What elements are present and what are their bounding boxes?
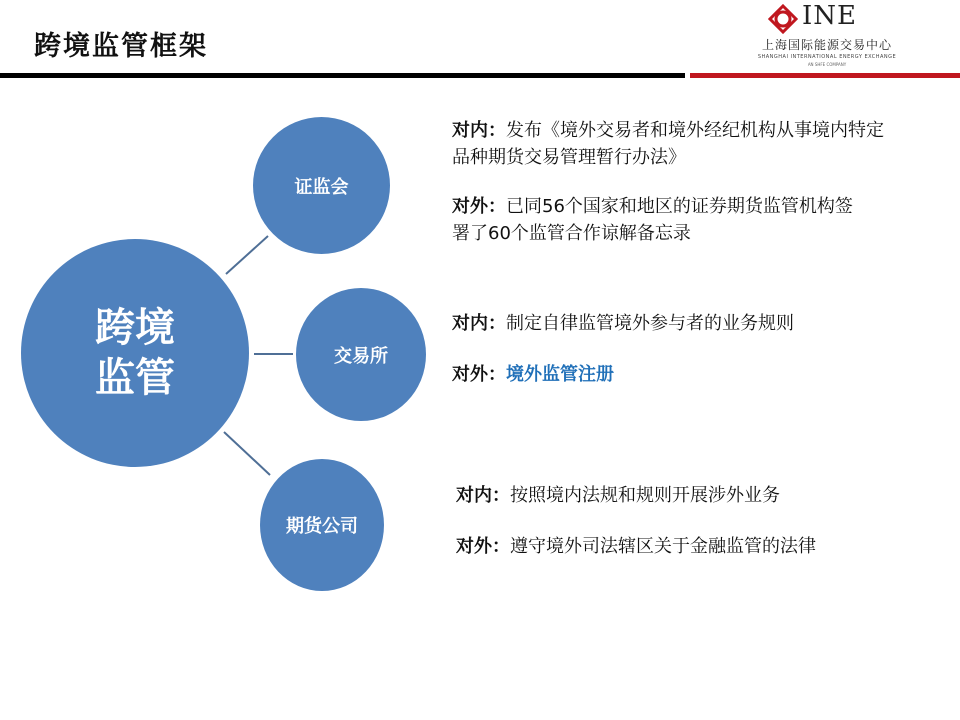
csrc-description	[452, 117, 892, 247]
logo-name-en: SHANGHAI INTERNATIONAL ENERGY EXCHANGE	[757, 54, 897, 60]
node-csrc	[253, 117, 390, 254]
node-futures-company-label: 期货公司	[286, 516, 358, 537]
exchange-internal: 对内：制定自律监管境外参与者的业务规则	[452, 313, 794, 334]
external-key: 对外	[456, 536, 492, 557]
csrc-external-text: 已同56个国家和地区的证券期货监管机构签署了60个监管合作谅解备忘录	[452, 196, 853, 244]
center-node-line1: 跨境	[95, 305, 175, 351]
futures-company-external: 对外：遵守境外司法辖区关于金融监管的法律	[456, 536, 816, 557]
csrc-internal: 对内：发布《境外交易者和境外经纪机构从事境内特定品种期货交易管理暂行办法》	[452, 120, 884, 168]
futures-company-external-text: 遵守境外司法辖区关于金融监管的法律	[510, 536, 816, 557]
node-exchange	[296, 288, 426, 421]
node-futures-company	[260, 459, 384, 591]
external-key: 对外	[452, 364, 488, 385]
connector-cfrc	[226, 236, 268, 274]
center-node	[21, 239, 249, 467]
logo-abbr: INE	[802, 1, 857, 31]
csrc-internal-text: 发布《境外交易者和境外经纪机构从事境内特定品种期货交易管理暂行办法》	[452, 120, 884, 168]
external-key: 对外	[452, 196, 488, 217]
exchange-external-text: 境外监管注册	[506, 364, 614, 385]
futures-company-internal: 对内：按照境内法规和规则开展涉外业务	[456, 485, 780, 506]
exchange-description	[452, 310, 892, 388]
center-node-line2: 监管	[95, 355, 175, 401]
internal-key: 对内	[456, 485, 492, 506]
csrc-external: 对外：已同56个国家和地区的证券期货监管机构签署了60个监管合作谅解备忘录	[452, 196, 853, 244]
node-csrc-label: 证监会	[294, 176, 349, 198]
internal-key: 对内	[452, 313, 488, 334]
futures-company-description	[456, 482, 896, 560]
exchange-external: 对外：境外监管注册	[452, 364, 614, 385]
logo-name-cn: 上海国际能源交易中心	[761, 38, 892, 52]
internal-key: 对内	[452, 120, 488, 141]
node-exchange-label: 交易所	[334, 345, 388, 367]
futures-company-internal-text: 按照境内法规和规则开展涉外业务	[510, 485, 780, 506]
page-title: 跨境监管框架	[34, 31, 208, 62]
connector-futures-company	[224, 432, 270, 475]
logo-sub: AN SHFE COMPANY	[807, 62, 847, 67]
exchange-internal-text: 制定自律监管境外参与者的业务规则	[506, 313, 794, 334]
